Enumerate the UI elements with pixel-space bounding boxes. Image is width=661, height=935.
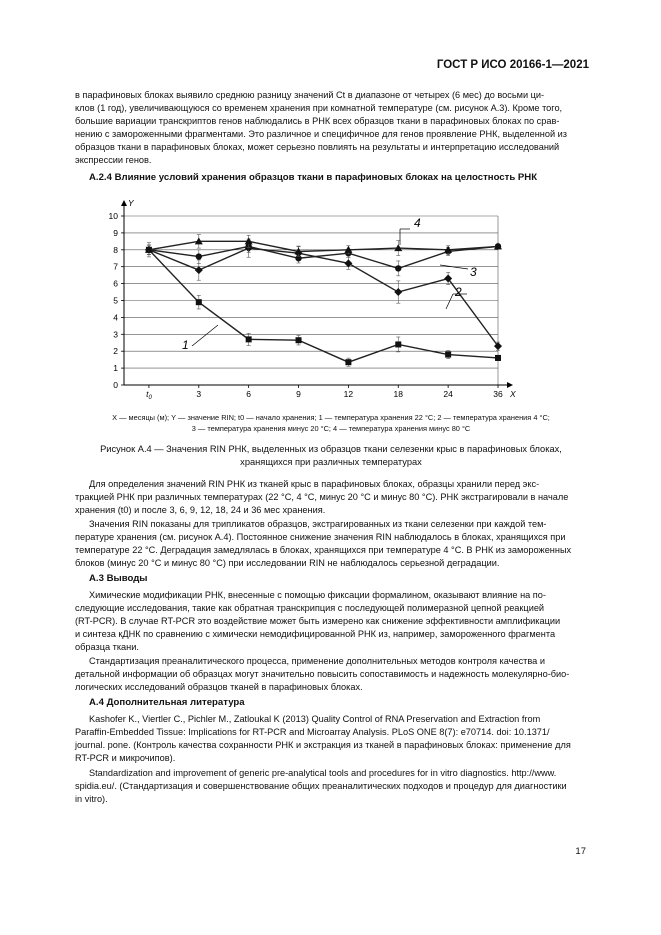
page-number: 17 <box>575 846 586 857</box>
figure-caption-line-2: хранящихся при различных температурах <box>240 457 422 467</box>
x-tick-label: 3 <box>196 389 202 399</box>
y-tick-label: 10 <box>108 211 118 221</box>
series-label-2-leader-slant <box>446 294 453 309</box>
series-line-2 <box>149 248 498 346</box>
text-line: хранения (t0) и после 3, 6, 9, 12, 18, 24 и 36 мес хранения. <box>75 505 326 515</box>
x-tick-label: 24 <box>443 389 453 399</box>
y-tick-label: 0 <box>113 380 118 390</box>
y-tick-label: 3 <box>113 329 118 340</box>
document-header: ГОСТ Р ИСО 20166-1—2021 <box>436 59 589 71</box>
y-tick-label: 1 <box>113 363 118 374</box>
series-label-3-leader <box>440 265 468 269</box>
x-tick-label: 12 <box>343 389 354 399</box>
text-line: следующие исследования, такие как обратная транскрипция с последующей полимеразной цепной реакцией <box>75 603 545 613</box>
data-point-series-2 <box>394 288 402 296</box>
x-axis-label: X <box>510 389 516 399</box>
section-heading-a3: А.3 Выводы <box>89 573 148 584</box>
text-line: логических исследований образцов тканей в парафиновых блоках. <box>75 682 363 692</box>
series-label-1-leader <box>192 325 218 346</box>
x-tick-label: 36 <box>493 389 503 399</box>
text-line: экспрессии генов. <box>75 155 152 165</box>
chart-series-labels <box>182 216 477 352</box>
data-point-series-1 <box>445 352 451 358</box>
text-line: in vitro). <box>75 794 108 804</box>
x-tick-label: 6 <box>246 389 252 399</box>
x-tick-label: 9 <box>296 389 301 399</box>
data-point-series-3 <box>395 265 401 271</box>
text-line: Значения RIN показаны для трипликатов образцов, экстрагированных из ткани селезенки при каждой тем- <box>89 519 547 529</box>
chart-grid <box>124 216 498 385</box>
y-tick-label: 8 <box>113 244 118 255</box>
data-point-series-2 <box>195 266 203 274</box>
text-line: Standardization and improvement of generic pre-analytical tools and procedures for in vitro diagnostics. http://www. <box>89 768 557 778</box>
text-line: Kashofer K., Viertler C., Pichler M., Zatloukal K (2013) Quality Control of RNA Preservation and Extraction from <box>89 714 541 724</box>
text-line: детальной информации об образцах могут значительно повысить сопоставимость и надежность молекулярно-био- <box>75 669 570 679</box>
text-line: клов (1 год), увеличивающуюся со временем хранения при комнатной температуре (см. рисунок А.3). Кроме того, <box>75 103 563 113</box>
text-line: Стандартизация преаналитического процесса, применение дополнительных методов контроля качества и <box>89 656 545 666</box>
series-label-3: 3 <box>470 265 477 279</box>
text-line: большие вариации транскриптов генов наблюдались в РНК всех образцов ткани в парафиновых блоках по срав- <box>75 116 560 126</box>
y-tick-label: 6 <box>113 278 118 289</box>
text-line: spidia.eu/. (Стандартизация и совершенствование общих преаналитических подходов и процедур для диагностики <box>75 781 567 791</box>
rin-line-chart <box>100 193 530 408</box>
text-line: и синтеза кДНК по сравнению с химически немодифицированной РНК из, например, замороженного фрагмента <box>75 629 556 639</box>
section-heading-a24: А.2.4 Влияние условий хранения образцов ткани в парафиновых блоках на целостность РНК <box>89 172 538 183</box>
text-line: (RT-PCR). В случае RT-PCR это воздействие может быть измерено как снижение эффективности амплификации <box>75 616 561 626</box>
data-point-series-1 <box>495 355 501 361</box>
y-axis-label: Y <box>128 198 134 208</box>
y-tick-label: 4 <box>113 312 118 323</box>
text-line: образцов ткани в парафиновых блоках, может серьезно повлиять на результаты и интерпретацию исследований <box>75 142 560 152</box>
figure-legend-line-1: X — месяцы (м); Y — значение RIN; t0 — начало хранения; 1 — температура хранения 22 °C; 2 — температура хранения 4 °C; <box>112 413 550 422</box>
y-axis-arrow <box>121 200 127 206</box>
text-line: температуре 22 °C. Деградация замедлялась в блоках, хранящихся при температуре 4 °C. В РНК из замороженных <box>75 545 572 555</box>
text-line: RT-PCR и микрочипов). <box>75 753 176 763</box>
data-point-series-1 <box>246 336 252 342</box>
text-line: Для определения значений RIN РНК из тканей крыс в парафиновых блоках, образцы хранили перед экс- <box>89 479 540 489</box>
text-line: блоков (минус 20 °C и минус 80 °C) при исследовании RIN не наблюдалось серьезной деградации. <box>75 558 500 568</box>
data-point-series-1 <box>395 341 401 347</box>
y-tick-label: 9 <box>113 227 118 238</box>
data-point-series-2 <box>344 259 352 267</box>
text-line: пературе хранения (см. рисунок А.4). Постоянное снижение значения RIN наблюдалось в блоках, хранящихся при <box>75 532 566 542</box>
data-point-series-1 <box>345 359 351 365</box>
text-line: journal. pone. (Контроль качества сохранности РНК и экстракция из тканей в парафиновых блоках: применение для <box>75 740 571 750</box>
data-point-series-1 <box>296 337 302 343</box>
x-tick-label: 18 <box>393 389 404 399</box>
text-line: Химические модификации РНК, внесенные с помощью фиксации формалином, оказывают влияние на по- <box>89 590 546 600</box>
figure-caption-line-1: Рисунок А.4 — Значения RIN РНК, выделенных из образцов ткани селезенки крыс в парафиновых блоках, <box>100 444 562 454</box>
text-line: тракцией РНК при различных температурах (22 °C, 4 °C, минус 20 °C и минус 80 °C). РНК экстрагировали в начале <box>75 492 569 502</box>
figure-legend-line-2: 3 — температура хранения минус 20 °C; 4 — температура хранения минус 80 °C <box>191 424 471 433</box>
series-label-1: 1 <box>182 338 189 352</box>
data-point-series-1 <box>196 299 202 305</box>
series-label-2: 2 <box>455 285 462 299</box>
x-tick-label: $t_0$ <box>146 389 152 401</box>
data-point-series-3 <box>196 253 202 259</box>
text-line: в парафиновых блоках выявило среднюю разницу значений Ct в диапазоне от четырех (6 мес) до восьми ци- <box>75 90 545 100</box>
y-tick-label: 5 <box>113 295 118 306</box>
text-line: Paraffin-Embedded Tissue: Implications for RT-PCR and Microarray Analysis. PLoS ONE 8(7): e70714. doi: 10.1371/ <box>75 727 550 737</box>
y-tick-label: 2 <box>113 346 118 357</box>
x-axis-arrow <box>507 382 513 388</box>
text-line: нению с замороженными фрагментами. Это различное и специфичное для генов проявление РНК, выделенной из <box>75 129 567 139</box>
series-label-4: 4 <box>414 216 421 230</box>
section-heading-a4: А.4 Дополнительная литература <box>89 697 245 708</box>
y-tick-label: 7 <box>113 261 118 272</box>
text-line: образца ткани. <box>75 642 139 652</box>
chart-ticks <box>109 211 503 401</box>
